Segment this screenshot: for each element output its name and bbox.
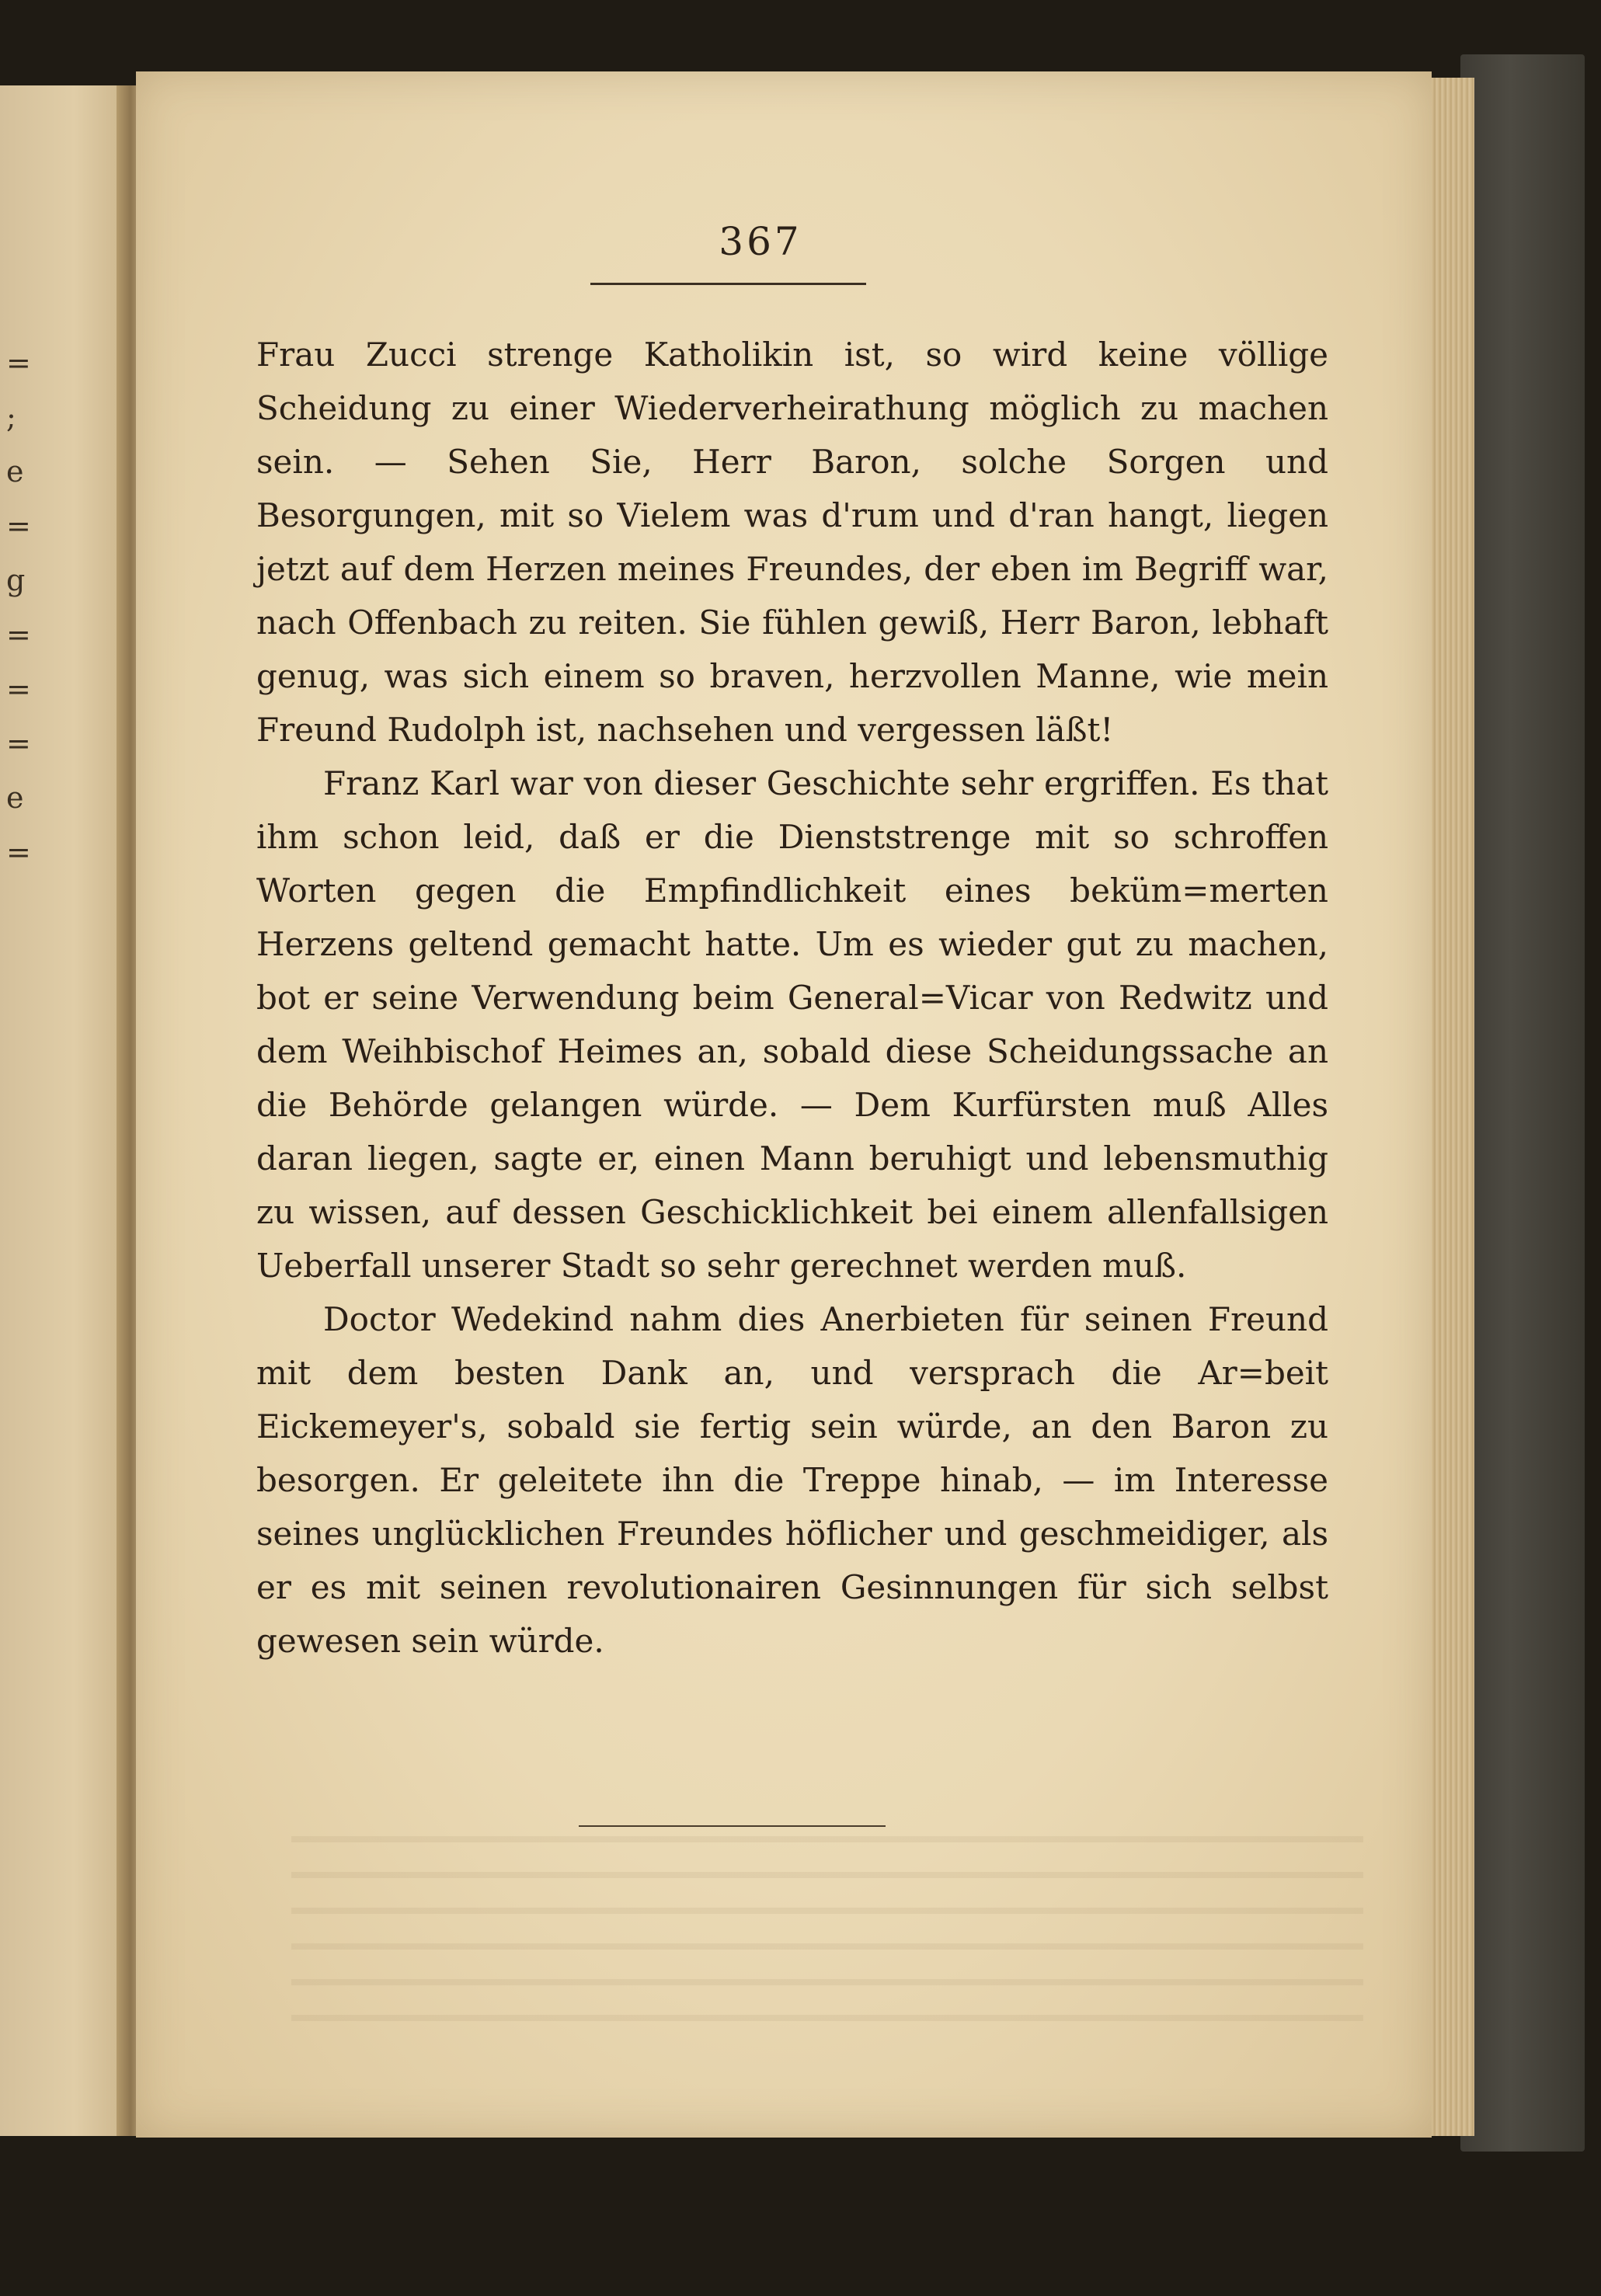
- margin-mark: ;: [6, 400, 16, 434]
- margin-mark: e: [6, 781, 24, 815]
- end-rule: [579, 1825, 886, 1827]
- margin-mark: g: [6, 563, 26, 597]
- margin-mark: e: [6, 454, 24, 489]
- paragraph: Frau Zucci strenge Katholikin ist, so wird keine völlige Scheidung zu einer Wiederverheirathung möglich zu machen sein. — Sehen Sie, Herr Baron, solche Sorgen und Besorgungen, mit so Vielem was d'rum und d'ran hangt, liegen jetzt auf dem Herzen meines Freundes, der eben im Begriff war, nach Offenbach zu reiten. Sie fühlen gewiß, Herr Baron, lebhaft genug, was sich einem so braven, herzvollen Manne, wie mein Freund Rudolph ist, nachsehen und vergessen läßt!: [256, 336, 1328, 749]
- show-through-texture: [291, 1835, 1363, 2021]
- paragraph: Doctor Wedekind nahm dies Anerbieten für seinen Freund mit dem besten Dank an, und versprach die Ar=beit Eickemeyer's, sobald sie fertig sein würde, an den Baron zu besorgen. Er geleitete ihn die Treppe hinab, — im Interesse seines unglücklichen Freundes höflicher und geschmeidiger, als er es mit seinen revolutionairen Gesinnungen für sich selbst gewesen sein würde.: [256, 1300, 1328, 1660]
- header-rule: [590, 283, 866, 285]
- book-cover-edge: [1460, 54, 1585, 2152]
- page-body: [256, 328, 1328, 1668]
- margin-mark: =: [6, 509, 31, 543]
- margin-mark: =: [6, 346, 31, 380]
- margin-mark: =: [6, 726, 31, 760]
- right-page: [136, 71, 1432, 2138]
- page-number: 367: [719, 219, 802, 264]
- margin-mark: =: [6, 617, 31, 652]
- left-page-fragment: [0, 85, 124, 2136]
- paragraph: Franz Karl war von dieser Geschichte sehr ergriffen. Es that ihm schon leid, daß er die Dienststrenge mit so schroffen Worten gegen die Empfindlichkeit eines beküm=merten Herzens geltend gemacht hatte. Um es wieder gut zu machen, bot er seine Verwendung beim General=Vicar von Redwitz und dem Weihbischof Heimes an, sobald diese Scheidungssache an die Behörde gelangen würde. — Dem Kurfürsten muß Alles daran liegen, sagte er, einen Mann beruhigt und lebensmuthig zu wissen, auf dessen Geschicklichkeit bei einem allenfallsigen Ueberfall unserer Stadt so sehr gerechnet werden muß.: [256, 764, 1328, 1285]
- margin-mark: =: [6, 835, 31, 869]
- margin-mark: =: [6, 672, 31, 706]
